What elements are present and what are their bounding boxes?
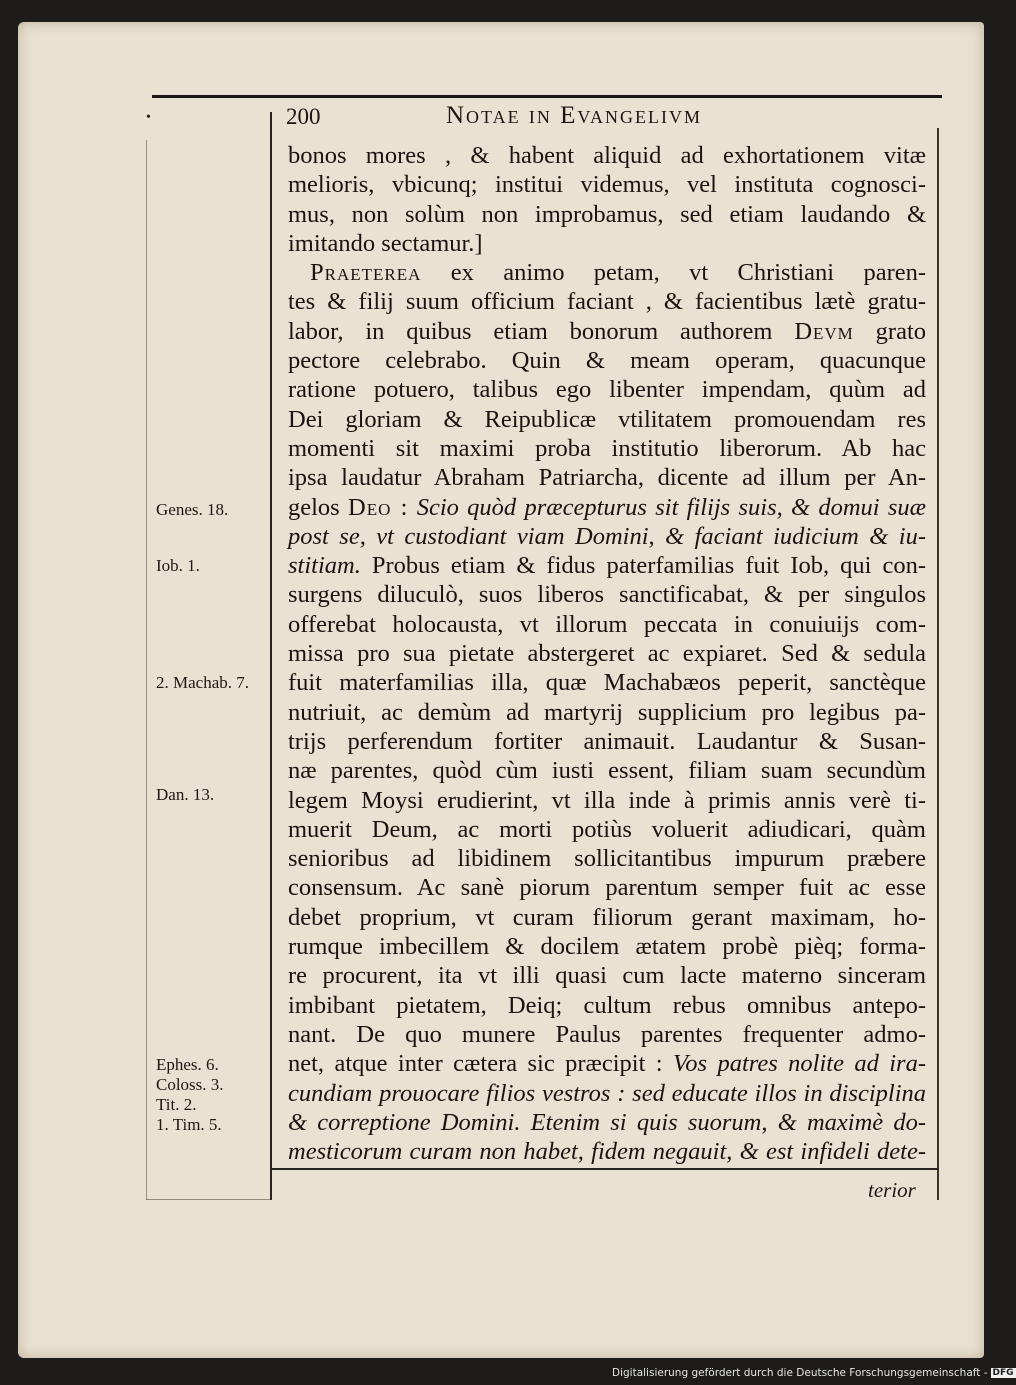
text-line [288,258,926,287]
text-segment: grato [875,317,926,345]
text-line: bonos mores , & habent aliquid ad exhortationem vitæ [288,142,926,169]
body-text [288,141,926,1166]
margin-inner-rule [146,140,147,1200]
small-caps-word: Devm [794,317,854,345]
text-line: debet proprium, vt curam filiorum gerant maximam, ho- [288,903,926,931]
margin-bullet: • [146,110,151,125]
italic-quote: Vos patres nolite ad ira- [673,1050,927,1078]
margin-note: Dan. 13. [156,785,215,804]
text-segment: net, atque inter cætera sic præcipit : [288,1050,663,1078]
text-line [288,551,926,580]
text-line: fuit materfamilias illa, quæ Machabæos peperit, sanctèque [288,669,926,697]
running-header [286,100,936,136]
text-line [288,1049,926,1078]
text-segment: gelos [288,493,340,521]
margin-rule [270,112,272,1200]
text-line: næ parentes, quòd cùm iusti essent, filiam suam secundùm [288,757,926,785]
right-rule [937,128,939,1200]
text-line: pectore celebrabo. Quin & meam operam, quacunque [288,347,926,375]
margin-note: Genes. 18. [156,500,229,519]
margin-note: Coloss. 3. [156,1075,224,1094]
text-line: missa pro sua pietate abstergeret ac expiaret. Sed & sedula [288,640,926,668]
text-line: nant. De quo munere Paulus parentes frequenter admo- [288,1020,926,1048]
text-line: nutriuit, ac demùm ad martyrij supplicium pro legibus pa- [288,698,926,726]
small-caps-word: Deo : [348,493,409,521]
running-title: Notae in Evangelivm [446,102,703,129]
text-segment: Probus etiam & fidus paterfamilias fuit Iob, qui con- [371,552,927,580]
page-number: 200 [286,104,321,129]
text-line: mesticorum curam non habet, fidem negauit, & est infideli dete- [288,1138,926,1166]
text-line: trijs perferendum fortiter animauit. Laudantur & Susan- [288,727,926,755]
text-line: mus, non solùm non improbamus, sed etiam laudando & [288,200,926,228]
text-segment: ex animo petam, vt Christiani paren- [450,259,927,287]
dfg-logo-icon: DFG [992,1368,1014,1378]
text-line: consensum. Ac sanè piorum parentum semper fuit ac esse [288,874,926,902]
header-rule [152,95,942,98]
footer-text: Digitalisierung gefördert durch die Deutsche Forschungsgemeinschaft - [612,1367,988,1379]
text-line: rumque imbecillem & docilem ætatem probè pièq; forma- [288,933,926,961]
text-line: senioribus ad libidinem sollicitantibus impurum præbere [288,845,926,873]
small-caps-word: Praeterea [310,259,422,287]
text-line [288,493,926,522]
text-line: re procurent, ita vt illi quasi cum lacte materno sinceram [288,962,926,990]
footer-rule [272,1168,938,1170]
text-line: legem Moysi erudierint, vt illa inde à primis annis verè ti- [288,786,926,814]
text-line: surgens diluculò, suos liberos sanctificabat, & per singulos [288,581,926,609]
italic-quote: Scio quòd præcepturus sit filijs suis, & domui suæ [416,493,926,521]
text-segment: labor, in quibus etiam bonorum authorem [288,317,773,345]
text-line: ratione potuero, talibus ego libenter impendam, quùm ad [288,376,926,404]
catchword: terior [868,1178,916,1202]
text-line: & correptione Domini. Etenim si quis suorum, & maximè do- [288,1108,926,1136]
margin-note: Ephes. 6. [156,1055,219,1074]
margin-note: Iob. 1. [156,556,200,575]
text-line [288,317,926,346]
text-line: imbibant pietatem, Deiq; cultum rebus omnibus antepo- [288,991,926,1019]
text-line: Dei gloriam & Reipublicæ vtilitatem promouendam res [288,405,926,433]
text-line: post se, vt custodiant viam Domini, & faciant iudicium & iu- [288,522,926,550]
footer-credit [612,1367,1014,1379]
text-line: melioris, vbicunq; institui videmus, vel instituta cognosci- [288,171,926,199]
text-line: momenti sit maximi proba institutio liberorum. Ab hac [288,434,926,462]
margin-footer-rule [146,1199,272,1200]
text-line: imitando sectamur.] [288,229,483,257]
margin-note: Tit. 2. [156,1095,197,1114]
text-line: cundiam prouocare filios vestros : sed educate illos in disciplina [288,1079,926,1107]
italic-quote: stitiam. [288,552,361,580]
margin-note: 1. Tim. 5. [156,1115,222,1134]
text-line: offerebat holocausta, vt illorum peccata in conuiuijs com- [288,610,926,638]
text-line: tes & filij suum officium faciant , & facientibus lætè gratu- [288,288,926,316]
text-line: ipsa laudatur Abraham Patriarcha, dicente ad illum per An- [288,464,926,492]
text-line: muerit Deum, ac morti potiùs voluerit adiudicari, quàm [288,815,926,843]
margin-note: 2. Machab. 7. [156,673,250,692]
